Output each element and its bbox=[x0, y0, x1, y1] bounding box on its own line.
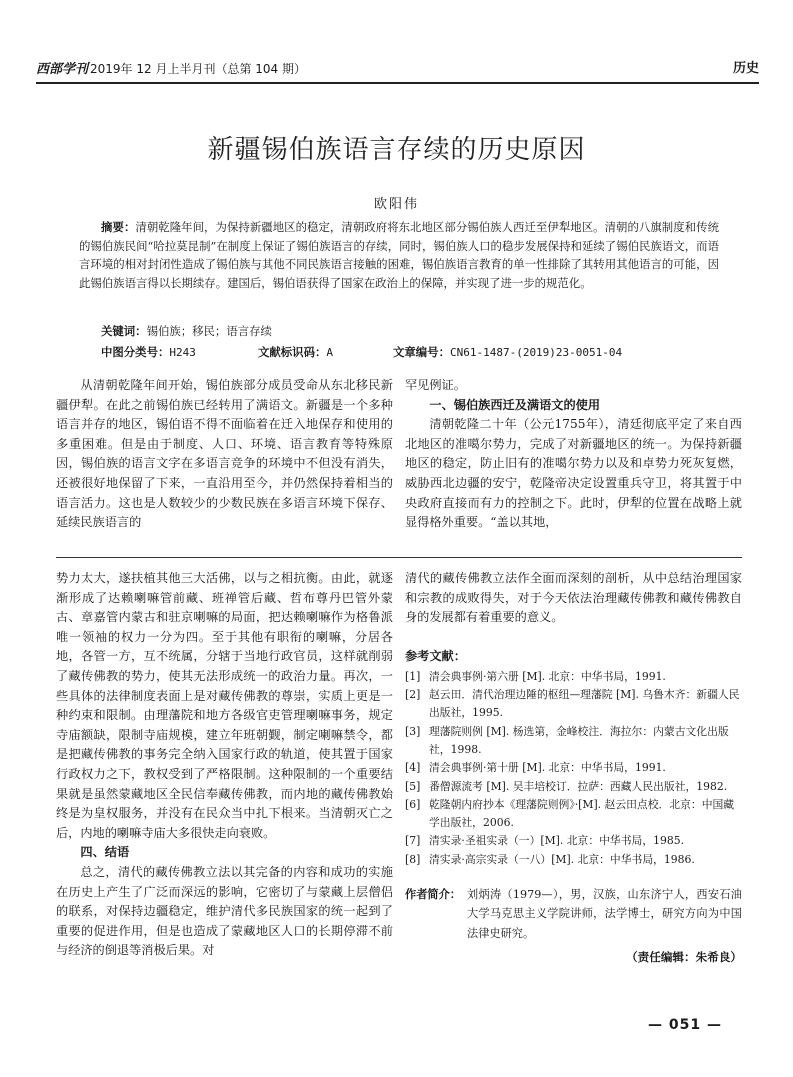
reference-item: [3] 理藩院则例 [M]. 杨选第，金峰校注．海拉尔：内蒙古文化出版社，1998. bbox=[405, 724, 729, 756]
reference-item: [5] 番僧源流考 [M]. 吴丰培校订．拉萨：西藏人民出版社，1982. bbox=[405, 779, 728, 793]
page-header bbox=[36, 60, 759, 82]
reference-item: [1] 清会典事例·第六册 [M]. 北京：中华书局，1991. bbox=[405, 669, 666, 683]
references-list bbox=[405, 668, 742, 869]
references-title: 参考文献： bbox=[405, 648, 466, 663]
page-number: — 051 — bbox=[648, 1017, 722, 1033]
body-column-top-right bbox=[405, 376, 742, 533]
journal-issue: 2019年 12 月上半月刊（总第 104 期） bbox=[90, 62, 306, 76]
reference-item: [7] 清实录·圣祖实录（一）[M]. 北京：中华书局，1985. bbox=[405, 834, 685, 848]
body-column-top-left bbox=[56, 376, 393, 533]
bio-label: 作者简介： bbox=[405, 888, 461, 902]
article-no-label: 文章编号： bbox=[393, 345, 450, 359]
body-paragraph: 从清朝乾隆年间开始，锡伯族部分成员受命从东北移民新疆伊犁。在此之前锡伯族已经转用了满语文。新疆是一个多种语言并存的地区，锡伯语不得不面临着在迁入地保存和使用的多重困难。但是由于制度、人口、环境、语言教育等特殊原因，锡伯族的语言文字在多语言竞争的环境中不但没有消失，还被很好地保留了下来，一直沿用至今，并仍然保持着相当的语言活力。这也是人数较少的少数民族在多语言环境下保存、延续民族语言的 bbox=[56, 378, 393, 530]
author-bio bbox=[405, 885, 742, 943]
keywords bbox=[101, 322, 272, 340]
body-paragraph: 清代的藏传佛教立法作全面而深刻的剖析，从中总结治理国家和宗教的成败得失，对于今天依法治理藏传佛教和藏传佛教自身的发展都有着重要的意义。 bbox=[405, 571, 742, 625]
clc-value: H243 bbox=[169, 346, 196, 359]
body-paragraph: 总之，清代的藏传佛教立法以其完备的内容和成功的实施在历史上产生了广泛而深远的影响，它密切了与蒙藏上层僧侣的联系，对保持边疆稳定，维护清代多民族国家的统一起到了重要的促进作用，但是也造成了蒙藏地区人口的长期停滞不前与经济的倒退等消极后果。对 bbox=[56, 864, 393, 958]
reference-item: [6] 乾隆朝内府抄本《理藩院则例》·[M]. 赵云田点校．北京：中国藏学出版社，2006. bbox=[405, 797, 735, 830]
body-paragraph: 势力太大，遂扶植其他三大活佛，以与之相抗衡。由此，就逐渐形成了达赖喇嘛管前藏、班禅管后藏、哲布尊丹巴管外蒙古、章嘉管内蒙古和驻京喇嘛的局面，把达赖喇嘛作为格鲁派唯一领袖的权力一分为四。至于其他有职衔的喇嘛，分居各地，各管一方，互不统属，分辖于当地行政官员，这样就削弱了藏传佛教的势力，使其无法形成统一的政治力量。再次，一些具体的法律制度表面上是对藏传佛教的尊崇，实质上更是一种约束和限制。由理藩院和地方各级官吏管理喇嘛事务，规定寺庙额缺，限制寺庙规模，建立年班朝觐，制定喇嘛禁令，都是把藏传佛教的事务完全纳入国家行政的轨道，使其置于国家行政权力之下，教权受到了严格限制。这种限制的一个重要结果就是虽然蒙藏地区全民信奉藏传佛教，而内地的藏传佛教始终是为皇权服务，并没有在民众当中扎下根来。当清朝灭亡之后，内地的喇嘛寺庙大多很快走向衰败。 bbox=[56, 571, 393, 840]
journal-info bbox=[36, 60, 306, 79]
article-no-value: CN61-1487-(2019)23-0051-04 bbox=[449, 346, 623, 359]
body-column-bottom-left bbox=[56, 569, 393, 961]
journal-logo: 西部学刊 bbox=[36, 62, 89, 77]
article-number bbox=[393, 343, 622, 362]
doc-code-label: 文献标识码： bbox=[258, 345, 327, 359]
responsible-editor: （责任编辑：朱希良） bbox=[626, 950, 742, 965]
article-divider bbox=[56, 557, 742, 558]
header-rule bbox=[36, 82, 759, 84]
clc-number bbox=[101, 343, 196, 362]
section-heading: 四、结语 bbox=[80, 845, 130, 860]
section-label: 历史 bbox=[732, 61, 759, 76]
keywords-text: 锡伯族；移民；语言存续 bbox=[146, 324, 272, 338]
article-author: 欧阳伟 bbox=[373, 197, 419, 212]
body-paragraph: 罕见例证。 bbox=[405, 378, 466, 392]
abstract-label: 摘要： bbox=[101, 220, 136, 234]
abstract bbox=[79, 218, 719, 292]
reference-item: [2] 赵云田．清代治理边陲的枢纽—理藩院 [M]. 乌鲁木齐：新疆人民出版社，1995. bbox=[405, 688, 740, 720]
clc-label: 中图分类号： bbox=[101, 345, 170, 359]
keywords-label: 关键词： bbox=[101, 324, 147, 338]
document-code bbox=[258, 343, 333, 362]
doc-code-value: A bbox=[326, 346, 333, 359]
bio-text: 刘炳涛（1979—），男，汉族，山东济宁人，西安石油大学马克思主义学院讲师，法学博士，研究方向为中国法律史研究。 bbox=[467, 888, 742, 940]
reference-item: [8] 清实录·高宗实录（一八）[M]. 北京：中华书局，1986. bbox=[405, 852, 695, 866]
reference-item: [4] 清会典事例·第十册 [M]. 北京：中华书局，1991. bbox=[405, 761, 666, 775]
body-paragraph: 清朝乾隆二十年（公元1755年），清廷彻底平定了来自西北地区的准噶尔势力，完成了对新疆地区的统一。为保持新疆地区的稳定，防止旧有的准噶尔势力以及和卓势力死灰复燃，威胁西北边疆的安宁，乾隆帝决定设置重兵守卫，将其置于中央政府直接而有力的控制之下。此时，伊犁的位置在战略上就显得格外重要。“盖以其地， bbox=[405, 417, 742, 530]
body-column-bottom-right bbox=[405, 569, 742, 967]
article-title: 新疆锡伯族语言存续的历史原因 bbox=[207, 135, 586, 165]
section-heading: 一、锡伯族西迁及满语文的使用 bbox=[429, 397, 601, 412]
abstract-text: 清朝乾隆年间，为保持新疆地区的稳定，清朝政府将东北地区部分锡伯族人西迁至伊犁地区。清朝的八旗制度和传统的锡伯族民间“哈拉莫昆制”在制度上保证了锡伯族语言的存续，同时，锡伯族人口的稳步发展保持和延续了锡伯民族语文，而语言环境的相对封闭性造成了锡伯族与其他不同民族语言接触的困难，锡伯族语言教育的单一性排除了其转用其他语言的可能，因此锡伯族语言得以长期续存。建国后，锡伯语获得了国家在政治上的保障，并实现了进一步的规范化。 bbox=[79, 220, 719, 290]
